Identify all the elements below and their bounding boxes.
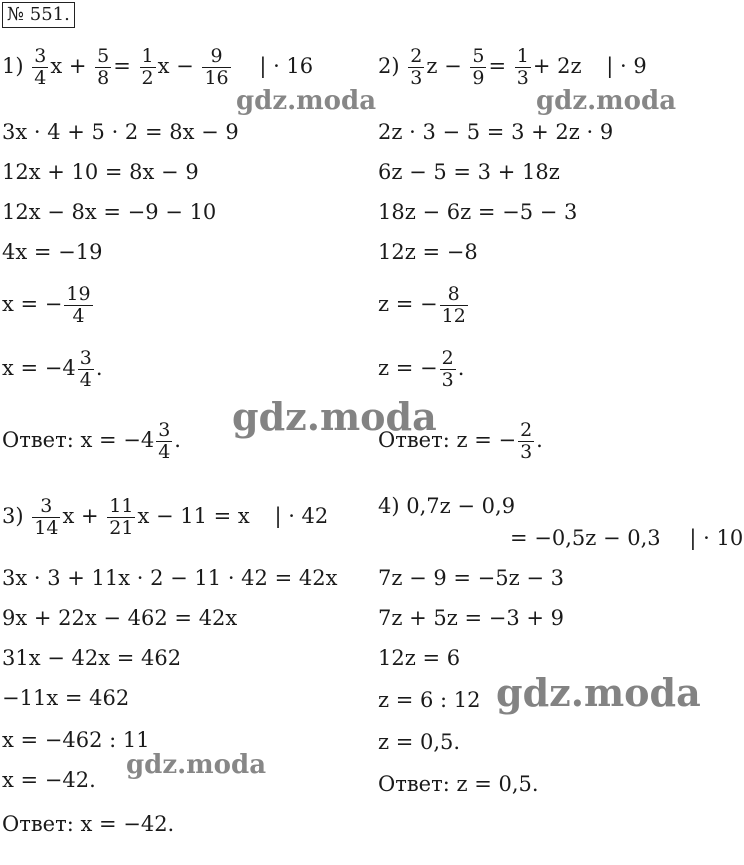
p1-answer: Ответ: x = −4 $\frac{3}{4}$ .	[2, 419, 181, 463]
p4-equation: 4) 0,7z − 0,9	[378, 494, 516, 518]
p3-step: x = −462 : 11	[2, 728, 150, 752]
watermark: gdz.moda	[236, 86, 377, 116]
p4-equation-cont: = −0,5z − 0,3 | · 10	[510, 526, 744, 550]
fraction: $\frac{2}{3}$	[410, 45, 423, 89]
p3-step: 31x − 42x = 462	[2, 646, 182, 670]
watermark: gdz.moda	[496, 670, 701, 715]
p1-step: x = −4 $\frac{3}{4}$ .	[2, 347, 103, 391]
p1-step: 12x − 8x = −9 − 10	[2, 200, 217, 224]
p3-step: x = −42.	[2, 768, 96, 792]
fraction: $\frac{1}{2}$	[141, 45, 154, 89]
p4-step: z = 6 : 12	[378, 688, 481, 712]
fraction: $\frac{5}{9}$	[472, 45, 485, 89]
multiplier: | · 16	[259, 54, 314, 78]
fraction: $\frac{9}{16}$	[204, 45, 229, 89]
p2-step: z = − $\frac{2}{3}$ .	[378, 347, 465, 391]
p4-step: 7z + 5z = −3 + 9	[378, 606, 565, 630]
p3-step: 3x · 3 + 11x · 2 − 11 · 42 = 42x	[2, 566, 338, 590]
p2-label: 2)	[378, 54, 400, 78]
multiplier: | · 10	[689, 526, 744, 550]
p4-label: 4)	[378, 494, 400, 518]
fraction: $\frac{3}{14}$	[34, 495, 59, 539]
p4-step: 12z = 6	[378, 646, 461, 670]
fraction: $\frac{1}{3}$	[516, 45, 529, 89]
p2-answer: Ответ: z = − $\frac{2}{3}$ .	[378, 419, 543, 463]
p2-step: 12z = −8	[378, 240, 478, 264]
p2-step: z = − $\frac{8}{12}$	[378, 283, 466, 327]
p1-step: 4x = −19	[2, 240, 103, 264]
p2-step: 18z − 6z = −5 − 3	[378, 200, 578, 224]
watermark: gdz.moda	[536, 86, 677, 116]
watermark: gdz.moda	[126, 750, 267, 780]
p3-answer: Ответ: x = −42.	[2, 812, 175, 836]
fraction: $\frac{11}{21}$	[109, 495, 134, 539]
p1-equation: 1) $\frac{3}{4}$ x + $\frac{5}{8}$ = $\frac{1}{2}$ x − $\frac{9}{16}$ | · 16	[2, 45, 314, 89]
p3-label: 3)	[2, 504, 24, 528]
p3-equation: 3) $\frac{3}{14}$ x + $\frac{11}{21}$ x − 11 = x | · 42	[2, 495, 329, 539]
fraction: $\frac{5}{8}$	[97, 45, 110, 89]
p1-step: x = − $\frac{19}{4}$	[2, 283, 91, 327]
p2-step: 6z − 5 = 3 + 18z	[378, 160, 560, 184]
fraction: $\frac{3}{4}$	[34, 45, 47, 89]
p4-step: z = 0,5.	[378, 730, 461, 754]
p4-step: 7z − 9 = −5z − 3	[378, 566, 565, 590]
multiplier: | · 9	[606, 54, 647, 78]
p1-label: 1)	[2, 54, 24, 78]
watermark: gdz.moda	[232, 394, 437, 439]
p3-step: 9x + 22x − 462 = 42x	[2, 606, 238, 630]
problem-number: № 551.	[2, 2, 75, 28]
multiplier: | · 42	[274, 504, 329, 528]
p2-equation: 2) $\frac{2}{3}$ z − $\frac{5}{9}$ = $\frac{1}{3}$ + 2z | · 9	[378, 45, 647, 89]
p2-step: 2z · 3 − 5 = 3 + 2z · 9	[378, 120, 614, 144]
p1-step: 12x + 10 = 8x − 9	[2, 160, 199, 184]
p4-answer: Ответ: z = 0,5.	[378, 772, 539, 796]
p3-step: −11x = 462	[2, 686, 130, 710]
p1-step: 3x · 4 + 5 · 2 = 8x − 9	[2, 120, 239, 144]
